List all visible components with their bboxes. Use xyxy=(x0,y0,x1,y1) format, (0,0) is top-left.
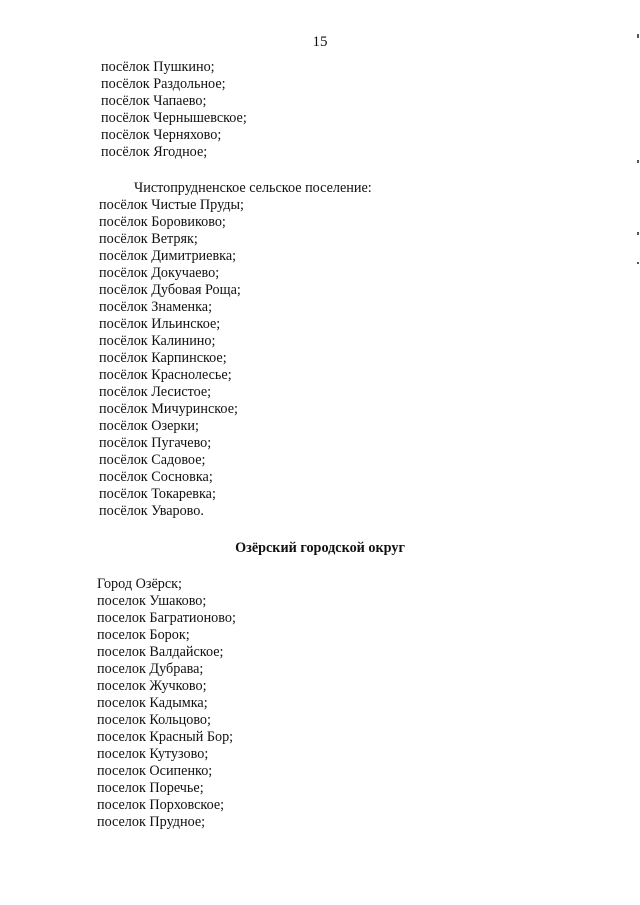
list-item: посёлок Уварово. xyxy=(99,503,204,519)
list-item: посёлок Раздольное; xyxy=(101,76,226,92)
list-item: поселок Жучково; xyxy=(97,678,207,694)
list-item: Город Озёрск; xyxy=(97,576,182,592)
page-number: 15 xyxy=(312,34,328,50)
list-item: поселок Порховское; xyxy=(97,797,225,813)
list-item: поселок Борок; xyxy=(97,627,190,643)
list-item: поселок Кадымка; xyxy=(97,695,208,711)
list-item: посёлок Токаревка; xyxy=(99,486,216,502)
list-item: посёлок Сосновка; xyxy=(99,469,213,485)
list-item: посёлок Чернышевское; xyxy=(101,110,247,126)
list-item: посёлок Пугачево; xyxy=(99,435,212,451)
list-item: поселок Багратионово; xyxy=(97,610,236,626)
list-item: посёлок Знаменка; xyxy=(99,299,213,315)
scan-edge-mark xyxy=(637,232,639,235)
list-item: посёлок Чистые Пруды; xyxy=(99,197,244,213)
list-item: посёлок Пушкино; xyxy=(101,59,215,75)
list-item: посёлок Чапаево; xyxy=(101,93,207,109)
list-item: посёлок Черняхово; xyxy=(101,127,222,143)
list-item: посёлок Калинино; xyxy=(99,333,216,349)
list-item: посёлок Докучаево; xyxy=(99,265,220,281)
list-item: посёлок Ветряк; xyxy=(99,231,198,247)
list-item: поселок Дубрава; xyxy=(97,661,204,677)
scan-edge-mark xyxy=(637,160,639,163)
list-item: поселок Красный Бор; xyxy=(97,729,234,745)
scan-edge-mark xyxy=(637,262,639,264)
list-item: посёлок Карпинское; xyxy=(99,350,227,366)
list-item: посёлок Боровиково; xyxy=(99,214,226,230)
settlement-list xyxy=(99,197,244,520)
list-item: поселок Прудное; xyxy=(97,814,206,830)
list-item: посёлок Краснолесье; xyxy=(99,367,232,383)
list-item: посёлок Садовое; xyxy=(99,452,206,468)
list-item: поселок Ушаково; xyxy=(97,593,207,609)
list-item: поселок Поречье; xyxy=(97,780,204,796)
list-item: поселок Кутузово; xyxy=(97,746,209,762)
district-heading: Озёрский городской округ xyxy=(235,540,405,556)
list-item: посёлок Мичуринское; xyxy=(99,401,238,417)
settlement-heading: Чистопрудненское сельское поселение: xyxy=(134,180,372,196)
list-item: посёлок Ягодное; xyxy=(101,144,208,160)
first-settlement-list xyxy=(101,59,247,161)
list-item: посёлок Ильинское; xyxy=(99,316,221,332)
list-item: поселок Валдайское; xyxy=(97,644,224,660)
list-item: поселок Кольцово; xyxy=(97,712,211,728)
district-list xyxy=(97,576,236,831)
list-item: посёлок Димитриевка; xyxy=(99,248,237,264)
list-item: посёлок Лесистое; xyxy=(99,384,212,400)
scan-edge-mark xyxy=(637,34,639,38)
list-item: поселок Осипенко; xyxy=(97,763,213,779)
list-item: посёлок Озерки; xyxy=(99,418,199,434)
list-item: посёлок Дубовая Роща; xyxy=(99,282,241,298)
